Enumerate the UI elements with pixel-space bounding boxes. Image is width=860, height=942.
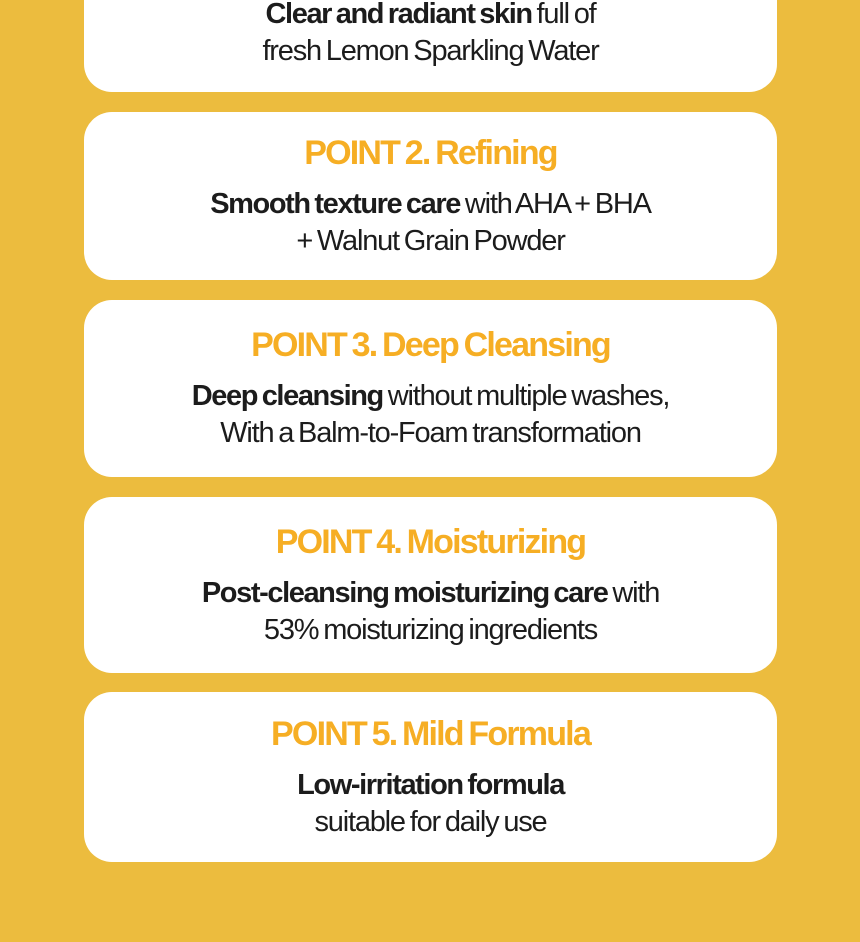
point-5-body-bold: Low-irritation formula [297,768,564,801]
point-5-body-line1 [297,767,564,804]
point-2-body-bold: Smooth texture care [210,187,461,220]
point-2-body-rest: with AHA + BHA [460,187,651,220]
point-4-card [84,497,777,673]
point-2-card [84,112,777,280]
point-3-heading: POINT 3. Deep Cleansing [251,326,610,364]
point-1-body-rest: full of [531,0,596,30]
point-4-body-bold: Post-cleansing moisturizing care [201,576,608,609]
point-2-body [210,186,651,260]
point-1-body [262,0,598,70]
point-3-card [84,300,777,477]
point-3-body-line1 [192,378,670,415]
point-2-body-line2: + Walnut Grain Powder [296,224,565,257]
point-4-body [202,575,659,649]
point-5-heading: POINT 5. Mild Formula [271,714,590,753]
point-2-body-line1 [210,186,651,223]
point-1-body-line1 [262,0,598,33]
point-3-body-line2: With a Balm-to-Foam transformation [220,417,641,449]
point-4-body-rest: with [607,576,660,609]
point-1-body-bold: Clear and radiant skin [265,0,532,30]
point-3-body-rest: without multiple washes, [382,380,670,412]
point-5-body [297,767,564,841]
point-4-body-line2: 53% moisturizing ingredients [263,613,598,646]
point-4-heading: POINT 4. Moisturizing [275,522,586,561]
point-5-body-line2: suitable for daily use [314,805,547,838]
point-1-body-line2: fresh Lemon Sparkling Water [262,35,599,67]
point-3-body [192,378,670,452]
point-1-card [84,0,777,92]
point-2-heading: POINT 2. Refining [304,133,557,172]
point-3-body-bold: Deep cleansing [191,380,383,412]
point-5-card [84,692,777,862]
point-4-body-line1 [202,575,659,612]
